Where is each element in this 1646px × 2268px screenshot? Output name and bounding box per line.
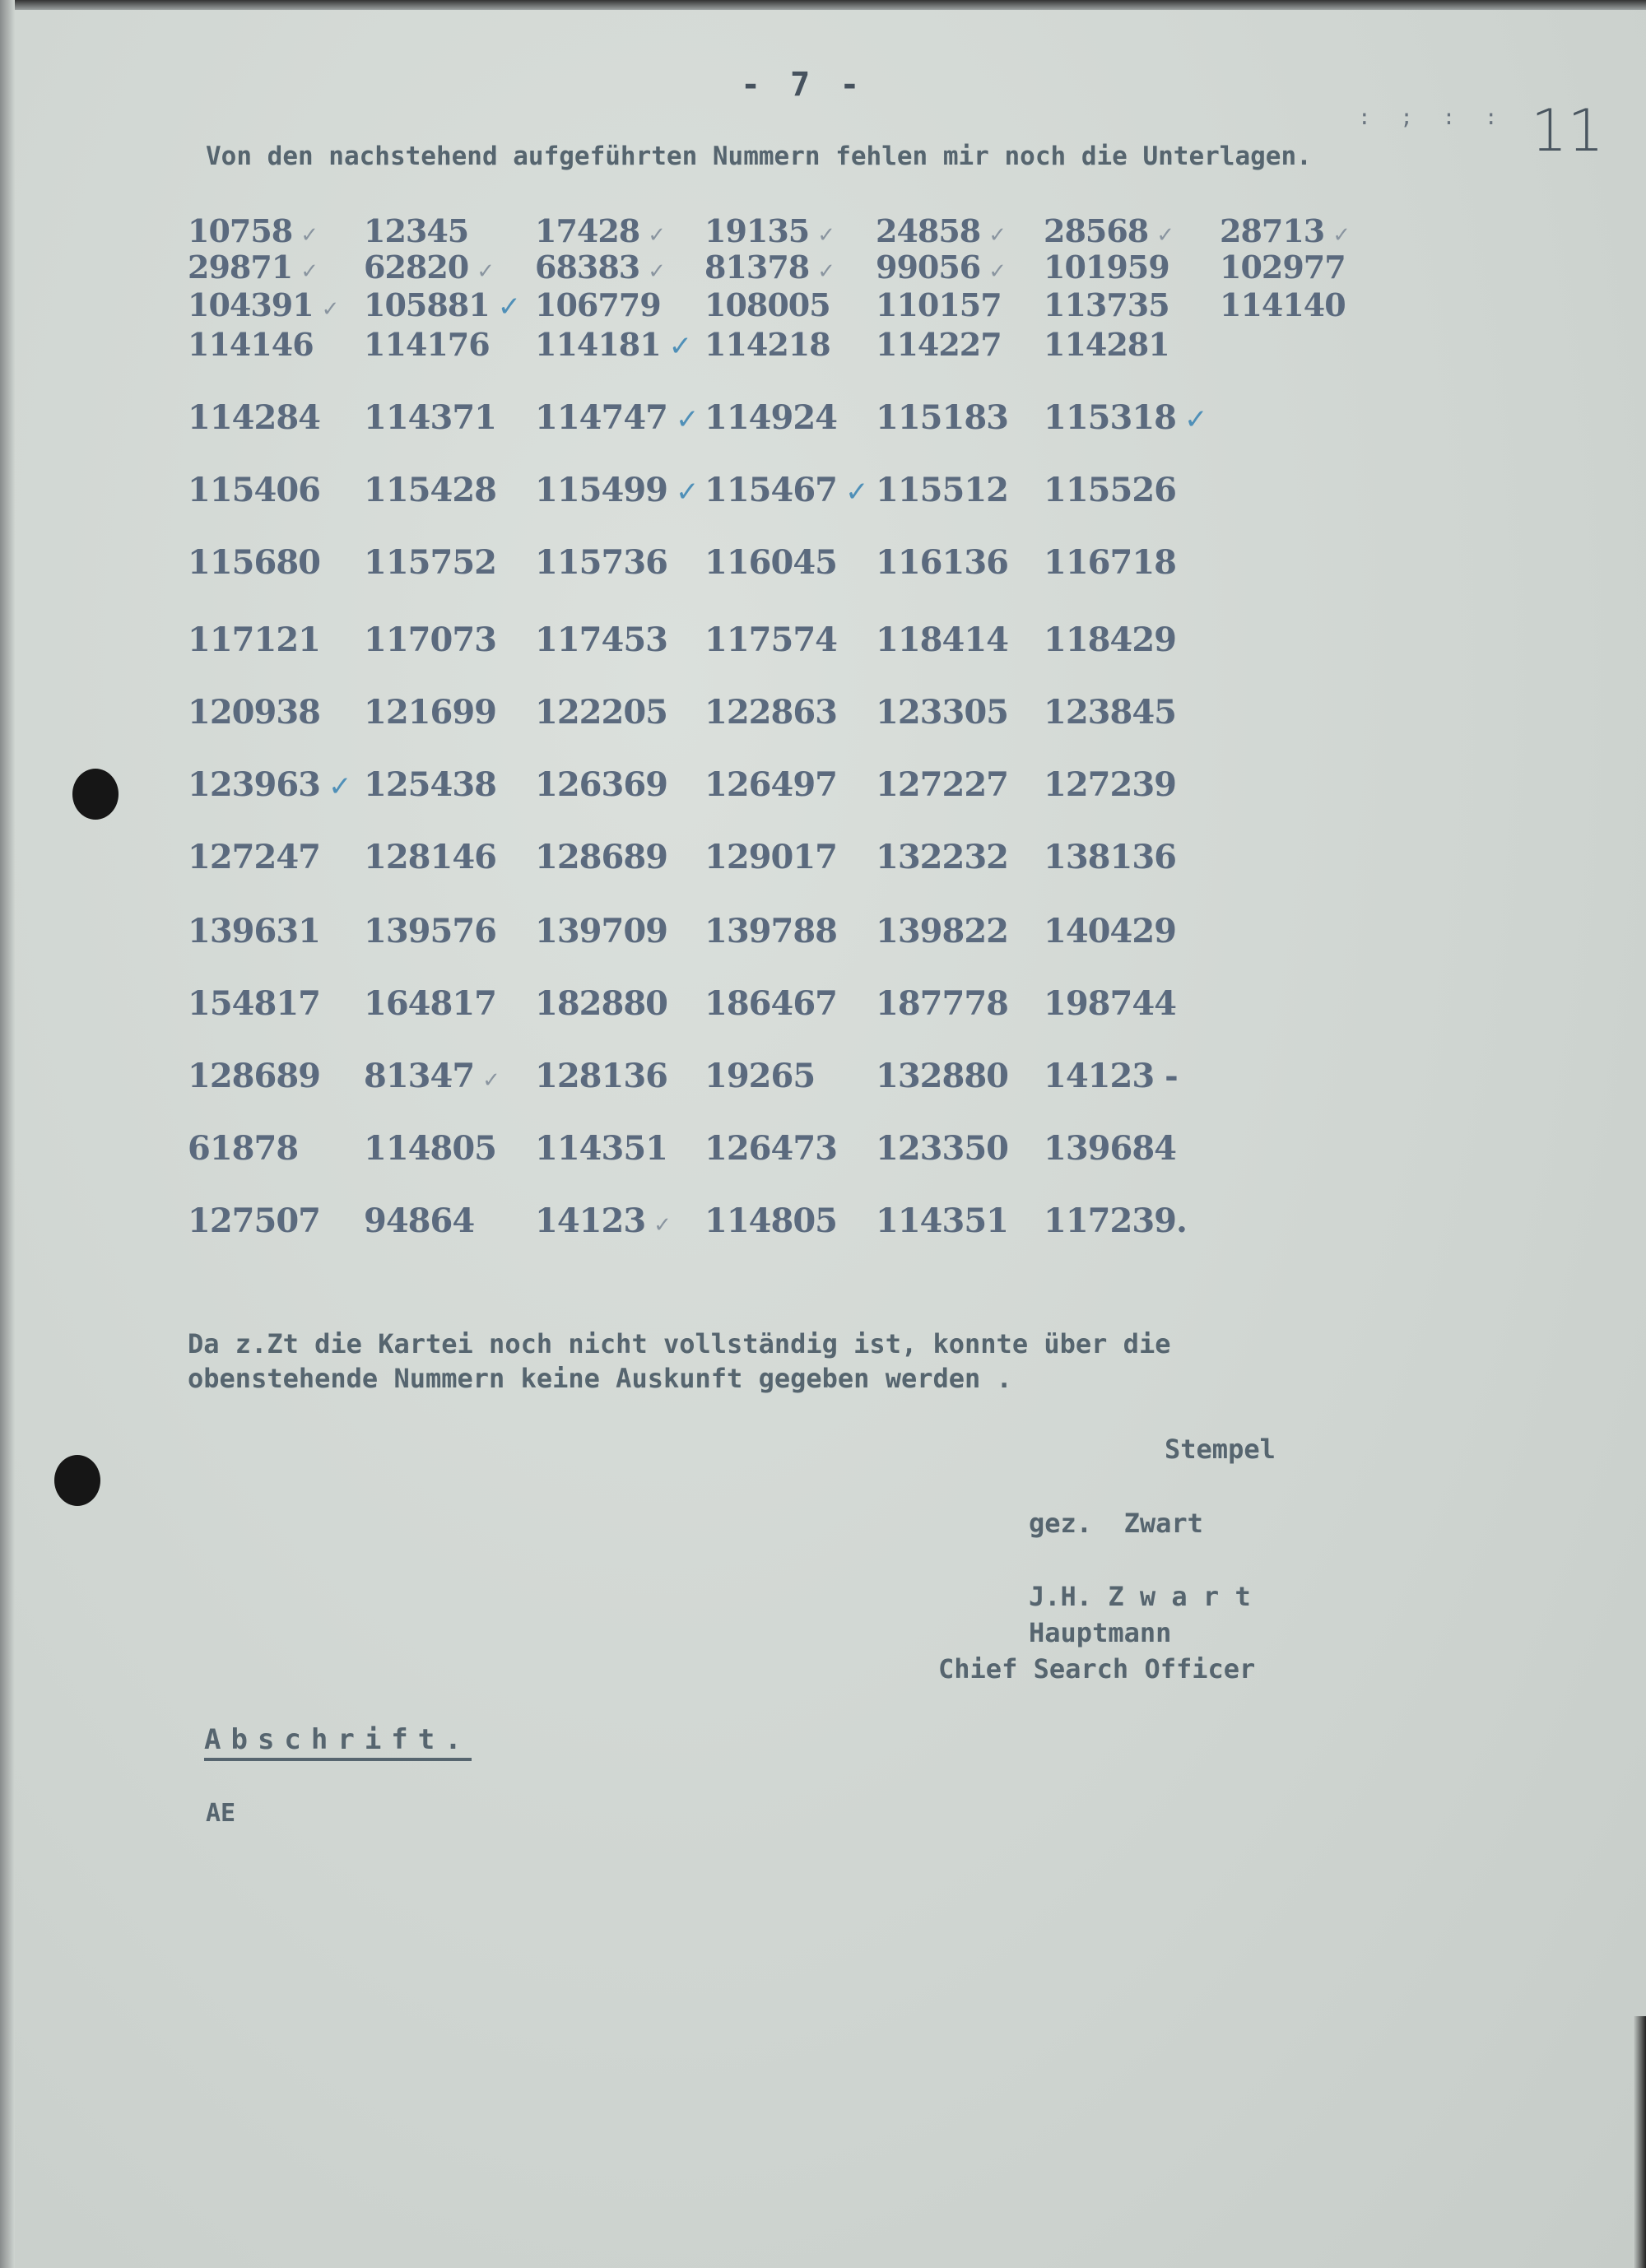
number-text: 114281 (1044, 326, 1169, 363)
number-entry (364, 1129, 496, 1168)
number-text: 17428 (535, 212, 640, 249)
number-text: 117574 (704, 620, 837, 659)
number-text: 114805 (364, 1129, 496, 1168)
stamp-label: Stempel (1165, 1434, 1276, 1465)
number-entry (876, 1201, 1008, 1240)
number-entry (876, 471, 1008, 509)
number-entry (1044, 286, 1169, 323)
number-entry (535, 693, 667, 732)
number-text: 115318 (1044, 398, 1176, 437)
punch-hole-lower (54, 1455, 100, 1506)
number-entry (364, 765, 496, 804)
number-entry (188, 1201, 320, 1240)
number-text: 68383 (535, 249, 640, 286)
number-text: 123845 (1044, 693, 1176, 732)
number-text: 127239 (1044, 765, 1176, 804)
number-entry (535, 286, 661, 323)
number-entry (188, 286, 338, 323)
number-entry (188, 912, 320, 950)
number-text: 187778 (876, 984, 1008, 1023)
number-text: 81347 (364, 1057, 475, 1095)
number-entry (1044, 543, 1176, 582)
number-text: 139631 (188, 912, 320, 950)
number-text: 114181 (535, 326, 661, 363)
number-entry (1044, 1201, 1187, 1240)
number-text: 114227 (876, 326, 1002, 363)
number-entry (364, 286, 520, 323)
number-text: 115736 (535, 543, 667, 582)
check-mark-icon: ✓ (653, 1213, 671, 1238)
number-text: 61878 (188, 1129, 299, 1168)
number-text: 117239. (1044, 1201, 1187, 1240)
number-entry (704, 249, 835, 286)
number-text: 116718 (1044, 543, 1176, 582)
number-text: 139684 (1044, 1129, 1176, 1168)
number-text: 125438 (364, 765, 496, 804)
signed-line: gez. Zwart (1029, 1508, 1203, 1539)
punch-hole-upper (72, 769, 119, 820)
number-text: 114218 (704, 326, 830, 363)
number-entry (364, 620, 496, 659)
number-entry (364, 984, 496, 1023)
number-entry (535, 398, 699, 437)
signer-name: J.H. Z w a r t (1029, 1581, 1251, 1612)
number-entry (876, 543, 1008, 582)
number-text: 115499 (535, 471, 667, 509)
closing-note: Da z.Zt die Kartei noch nicht vollständig ist, konnte über die obenstehende Nummern keine Auskunft gegeben werden . (188, 1328, 1171, 1394)
number-entry (1044, 693, 1176, 732)
number-text: 116045 (704, 543, 837, 582)
number-text: 114140 (1220, 286, 1346, 323)
number-entry (876, 1057, 1008, 1095)
check-mark-icon: ✓ (845, 476, 868, 509)
number-text: 12345 (364, 212, 469, 249)
number-text: 122863 (704, 693, 837, 732)
number-entry (704, 1057, 815, 1095)
number-text: 114351 (535, 1129, 667, 1168)
number-text: 94864 (364, 1201, 475, 1240)
number-entry (364, 326, 490, 363)
number-text: 186467 (704, 984, 837, 1023)
number-text: 127247 (188, 838, 320, 876)
number-text: 102977 (1220, 249, 1346, 286)
number-text: 117121 (188, 620, 320, 659)
check-mark-icon: ✓ (321, 297, 339, 322)
number-text: 123963 (188, 765, 320, 804)
number-entry (704, 1129, 837, 1168)
check-mark-icon: ✓ (328, 770, 351, 803)
number-entry (188, 765, 351, 804)
number-text: 139576 (364, 912, 496, 950)
number-text: 106779 (535, 286, 661, 323)
number-text: 115752 (364, 543, 496, 582)
signer-rank: Hauptmann (1029, 1617, 1172, 1648)
number-entry (704, 471, 868, 509)
number-entry (876, 984, 1008, 1023)
number-entry (876, 286, 1002, 323)
number-text: 132232 (876, 838, 1008, 876)
number-text: 114371 (364, 398, 496, 437)
scan-edge-top (0, 0, 1646, 10)
number-text: 117453 (535, 620, 667, 659)
number-entry (1044, 326, 1169, 363)
number-entry (1044, 765, 1176, 804)
number-text: 105881 (364, 286, 490, 323)
number-text: 198744 (1044, 984, 1176, 1023)
check-mark-icon: ✓ (668, 330, 692, 363)
number-text: 19265 (704, 1057, 816, 1095)
number-entry (535, 212, 665, 249)
number-text: 114176 (364, 326, 490, 363)
margin-tick-marks: : ; : : (1358, 105, 1506, 130)
number-entry (364, 212, 468, 249)
number-text: 115428 (364, 471, 496, 509)
number-entry (876, 838, 1008, 876)
number-text: 128136 (535, 1057, 667, 1095)
check-mark-icon: ✓ (300, 223, 318, 248)
number-entry (1044, 912, 1176, 950)
number-text: 29871 (188, 249, 293, 286)
number-text: 126473 (704, 1129, 837, 1168)
number-text: 116136 (876, 543, 1008, 582)
number-text: 14123 (535, 1201, 646, 1240)
number-text: 120938 (188, 693, 320, 732)
number-text: 114351 (876, 1201, 1008, 1240)
number-entry (364, 912, 496, 950)
check-mark-icon: ✓ (1156, 223, 1174, 248)
number-entry (364, 543, 496, 582)
number-text: 121699 (364, 693, 496, 732)
number-entry (364, 471, 496, 509)
number-text: 122205 (535, 693, 667, 732)
signature-block (938, 1578, 1256, 1687)
number-entry (535, 765, 667, 804)
number-entry (535, 1129, 667, 1168)
number-entry (704, 212, 835, 249)
check-mark-icon: ✓ (648, 259, 665, 284)
check-mark-icon: ✓ (1332, 223, 1350, 248)
number-text: 139822 (876, 912, 1008, 950)
number-entry (535, 471, 699, 509)
number-text: 118429 (1044, 620, 1176, 659)
number-entry (876, 620, 1008, 659)
check-mark-icon: ✓ (497, 290, 521, 323)
number-text: 10758 (188, 212, 293, 249)
number-entry (364, 249, 494, 286)
number-entry (188, 838, 320, 876)
number-entry (188, 693, 320, 732)
number-entry (188, 212, 318, 249)
number-entry (704, 286, 830, 323)
number-entry (1044, 1129, 1176, 1168)
number-entry (188, 326, 314, 363)
number-entry (535, 620, 667, 659)
check-mark-icon: ✓ (676, 476, 699, 509)
number-text: 127507 (188, 1201, 320, 1240)
check-mark-icon: ✓ (477, 259, 494, 284)
number-text: 28568 (1044, 212, 1149, 249)
number-entry (535, 838, 667, 876)
number-entry (1044, 1057, 1178, 1095)
check-mark-icon: ✓ (300, 259, 318, 284)
number-entry (535, 249, 665, 286)
check-mark-icon: ✓ (817, 259, 835, 284)
number-text: 114805 (704, 1201, 837, 1240)
number-text: 123350 (876, 1129, 1008, 1168)
number-text: 115467 (704, 471, 837, 509)
number-text: 108005 (704, 286, 830, 323)
number-entry (188, 984, 320, 1023)
number-text: 115526 (1044, 471, 1176, 509)
number-entry (364, 693, 496, 732)
number-entry (704, 326, 830, 363)
number-entry (1044, 838, 1176, 876)
number-entry (188, 1057, 320, 1095)
number-entry (188, 249, 318, 286)
number-entry (364, 398, 496, 437)
number-text: 114924 (704, 398, 837, 437)
signer-title: Chief Search Officer (938, 1653, 1256, 1685)
number-text: 164817 (364, 984, 496, 1023)
number-text: 140429 (1044, 912, 1176, 950)
number-text: 24858 (876, 212, 981, 249)
number-entry (1044, 212, 1174, 249)
number-entry (188, 471, 320, 509)
page-number: - 7 - (741, 66, 865, 104)
number-text: 139788 (704, 912, 837, 950)
number-text: 114146 (188, 326, 314, 363)
number-entry (876, 912, 1008, 950)
number-entry (535, 543, 667, 582)
number-text: 127227 (876, 765, 1008, 804)
number-text: 138136 (1044, 838, 1176, 876)
number-entry (704, 838, 837, 876)
number-entry (876, 326, 1002, 363)
folio-number: 11 (1531, 97, 1605, 165)
number-entry (188, 1129, 298, 1168)
number-entry (1044, 471, 1176, 509)
number-text: 110157 (876, 286, 1002, 323)
number-text: 126369 (535, 765, 667, 804)
number-text: 28713 (1220, 212, 1325, 249)
number-entry (535, 984, 667, 1023)
number-entry (364, 838, 496, 876)
number-text: 118414 (876, 620, 1008, 659)
check-mark-icon: ✓ (817, 223, 835, 248)
number-entry (876, 693, 1008, 732)
number-entry (704, 984, 837, 1023)
number-text: 19135 (704, 212, 810, 249)
scan-edge-right (1633, 2016, 1646, 2268)
copy-title: Abschrift. (204, 1723, 472, 1761)
number-entry (364, 1057, 500, 1095)
number-text: 129017 (704, 838, 837, 876)
number-entry (1220, 249, 1346, 286)
number-entry (188, 398, 320, 437)
number-entry (1044, 398, 1207, 437)
number-text: 14123 - (1044, 1057, 1178, 1095)
number-text: 123305 (876, 693, 1008, 732)
number-entry (704, 765, 837, 804)
check-mark-icon: ✓ (988, 259, 1006, 284)
number-text: 115406 (188, 471, 320, 509)
number-entry (364, 1201, 474, 1240)
number-entry (704, 398, 837, 437)
number-text: 115680 (188, 543, 320, 582)
check-mark-icon: ✓ (988, 223, 1006, 248)
number-entry (535, 1201, 671, 1240)
number-text: 154817 (188, 984, 320, 1023)
number-entry (876, 398, 1008, 437)
number-entry (188, 543, 320, 582)
number-text: 101959 (1044, 249, 1169, 286)
number-text: 104391 (188, 286, 314, 323)
number-text: 128689 (535, 838, 667, 876)
number-entry (535, 1057, 667, 1095)
number-entry (704, 693, 837, 732)
number-entry (188, 620, 320, 659)
number-text: 113735 (1044, 286, 1169, 323)
number-text: 117073 (364, 620, 496, 659)
scan-edge-left (0, 0, 15, 2268)
check-mark-icon: ✓ (648, 223, 665, 248)
check-mark-icon: ✓ (1184, 403, 1207, 436)
number-entry (876, 1129, 1008, 1168)
number-text: 182880 (535, 984, 667, 1023)
number-entry (704, 620, 837, 659)
number-text: 99056 (876, 249, 981, 286)
number-text: 139709 (535, 912, 667, 950)
number-text: 115512 (876, 471, 1008, 509)
number-entry (876, 212, 1006, 249)
number-entry (1044, 249, 1169, 286)
number-text: 132880 (876, 1057, 1008, 1095)
number-text: 128689 (188, 1057, 320, 1095)
number-text: 128146 (364, 838, 496, 876)
number-entry (535, 912, 667, 950)
number-text: 81378 (704, 249, 810, 286)
number-entry (704, 1201, 837, 1240)
number-entry (1220, 212, 1350, 249)
number-entry (704, 912, 837, 950)
number-entry (704, 543, 837, 582)
check-mark-icon: ✓ (676, 403, 699, 436)
check-mark-icon: ✓ (482, 1068, 500, 1093)
number-entry (535, 326, 691, 363)
number-entry (1044, 620, 1176, 659)
typist-initials: AE (206, 1799, 236, 1828)
intro-line: Von den nachstehend aufgeführten Nummern fehlen mir noch die Unterlagen. (206, 142, 1312, 171)
number-text: 114284 (188, 398, 320, 437)
number-text: 62820 (364, 249, 469, 286)
number-text: 126497 (704, 765, 837, 804)
number-text: 115183 (876, 398, 1008, 437)
number-text: 114747 (535, 398, 667, 437)
number-entry (876, 765, 1008, 804)
number-entry (1220, 286, 1346, 323)
number-entry (1044, 984, 1176, 1023)
number-entry (876, 249, 1006, 286)
